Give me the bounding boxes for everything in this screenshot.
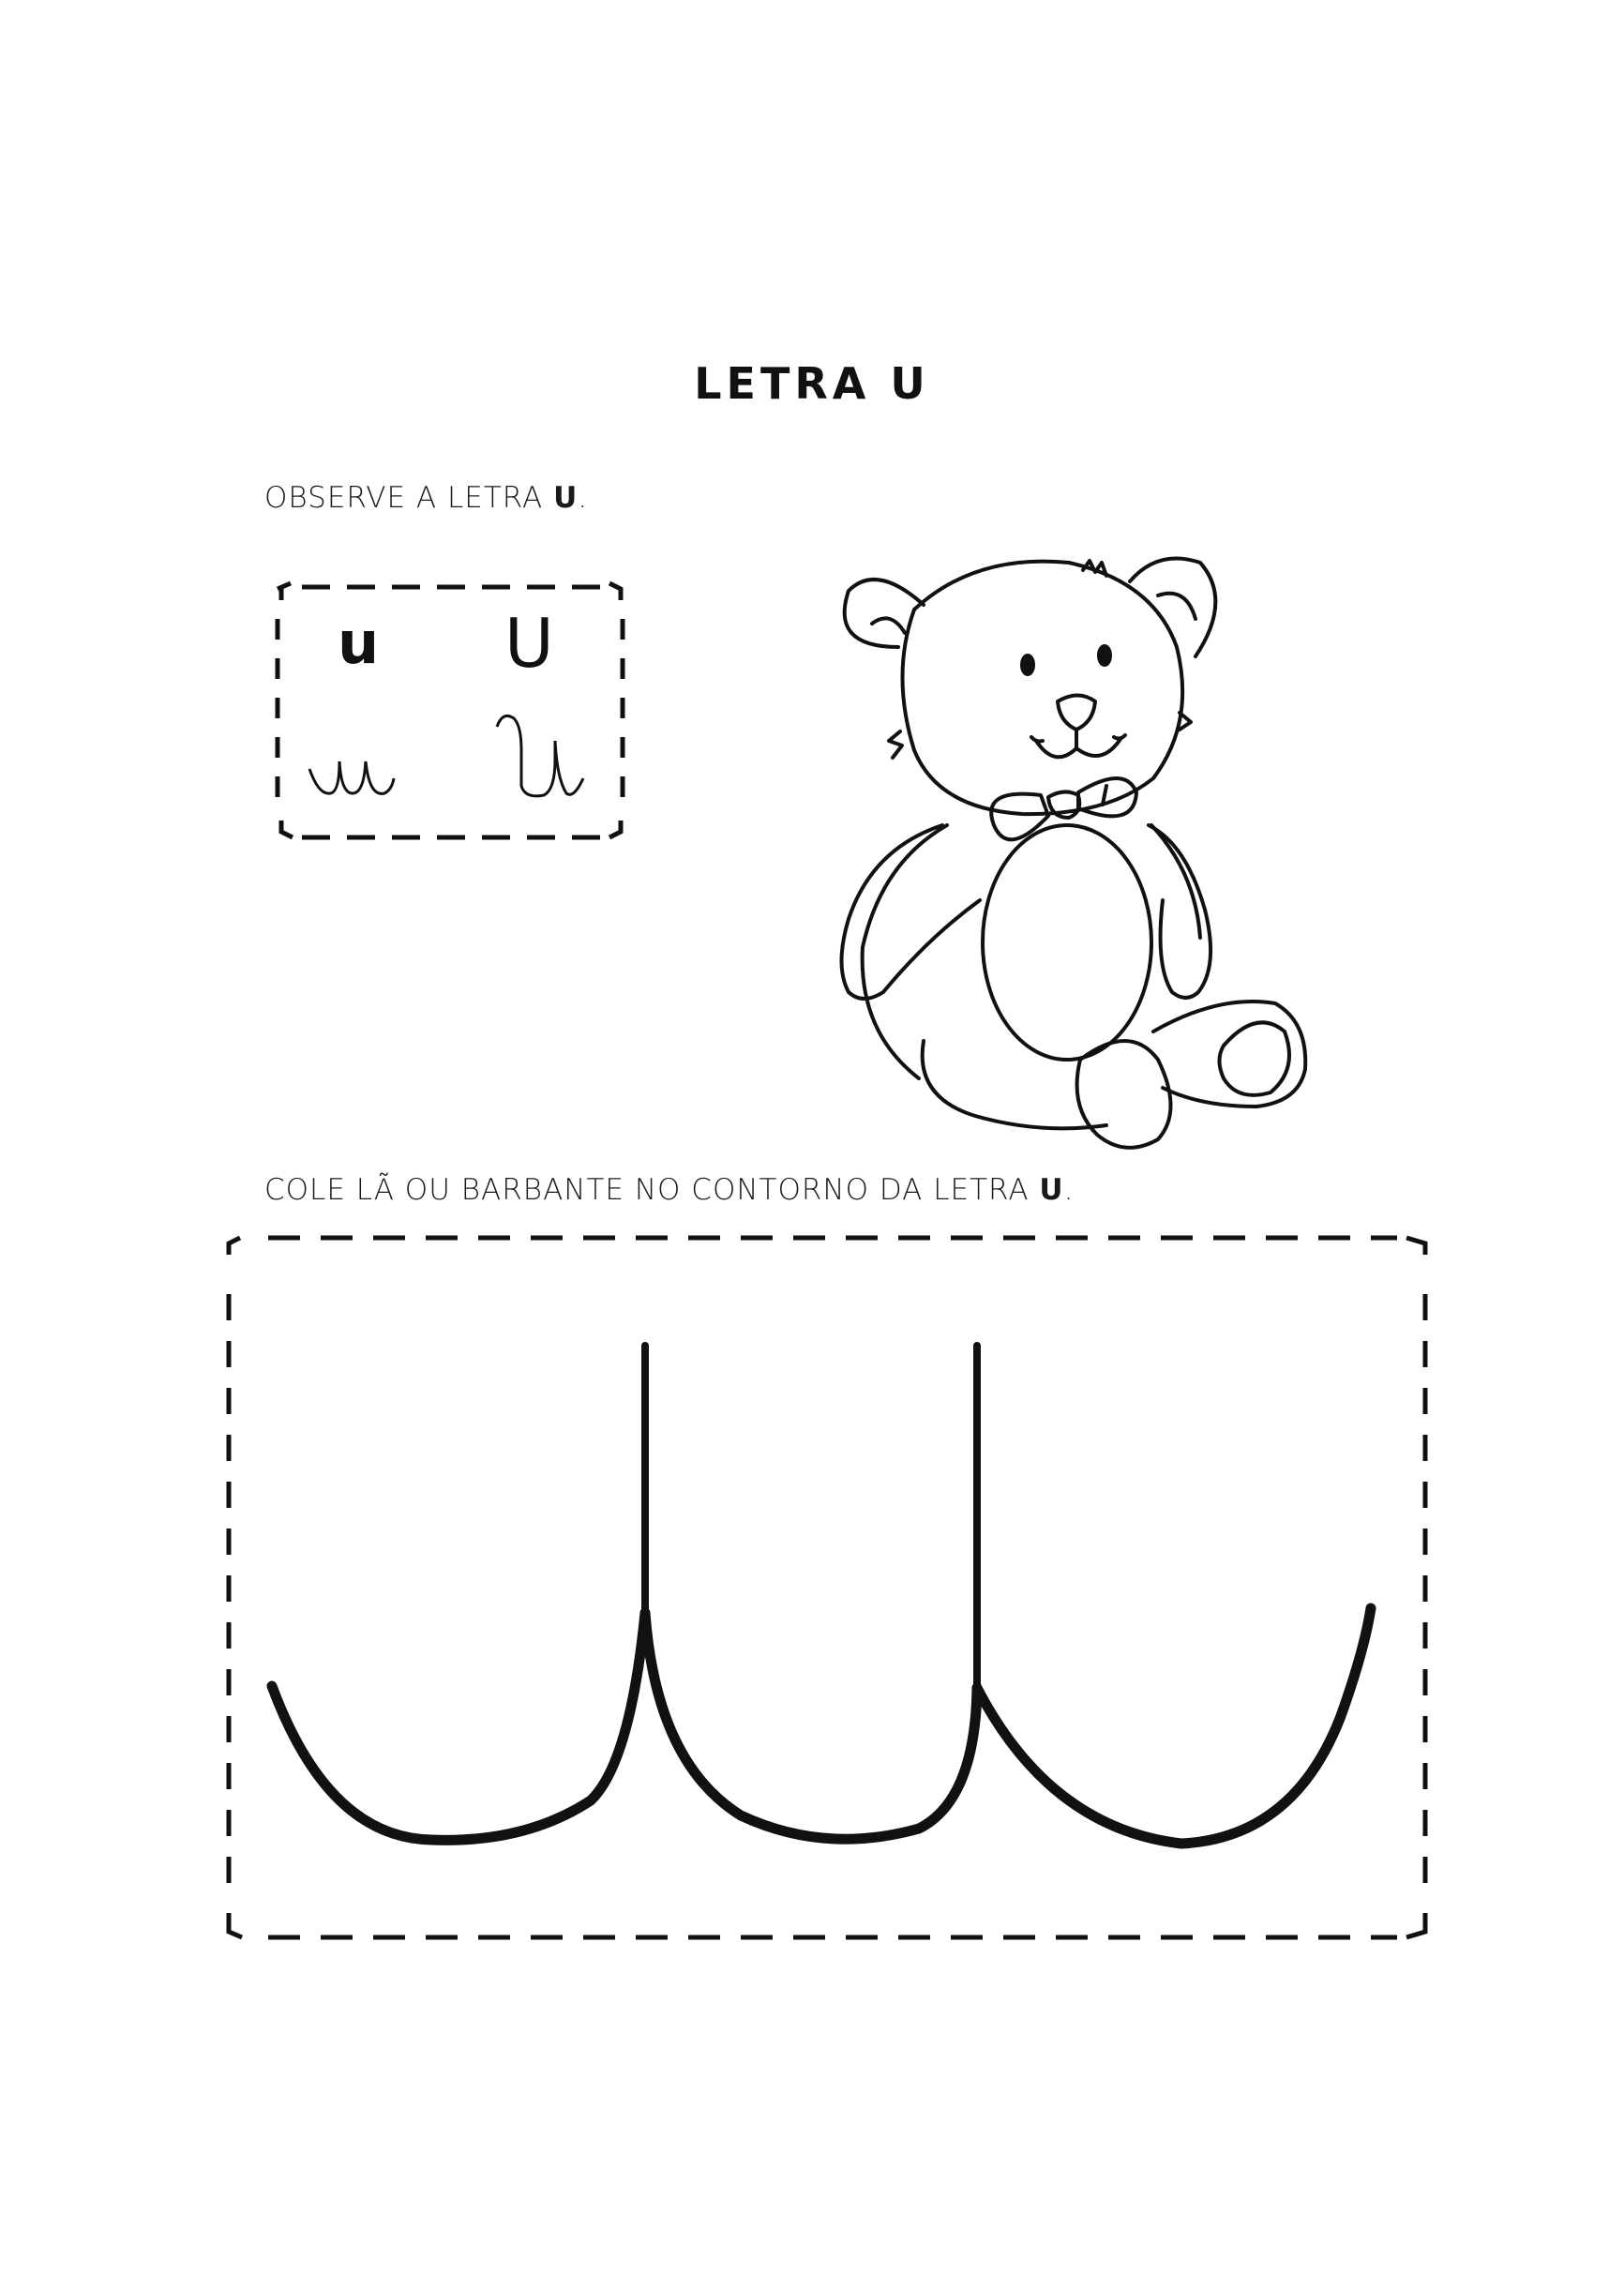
cursive-lower-u-large bbox=[272, 1346, 1371, 1844]
page-title: LETRA U bbox=[694, 358, 930, 409]
print-lower-u: u bbox=[338, 609, 380, 677]
instruction-glue-end: . bbox=[1063, 1173, 1075, 1207]
print-upper-u: U bbox=[504, 604, 554, 683]
instruction-observe-text: OBSERVE A LETRA bbox=[264, 481, 554, 515]
instruction-glue-text: COLE LÃ OU BARBANTE NO CONTORNO DA LETRA bbox=[264, 1173, 1040, 1207]
instruction-glue-letter: U bbox=[1039, 1173, 1064, 1207]
instruction-observe-letter: U bbox=[553, 481, 579, 515]
instruction-observe-end: . bbox=[578, 481, 589, 515]
